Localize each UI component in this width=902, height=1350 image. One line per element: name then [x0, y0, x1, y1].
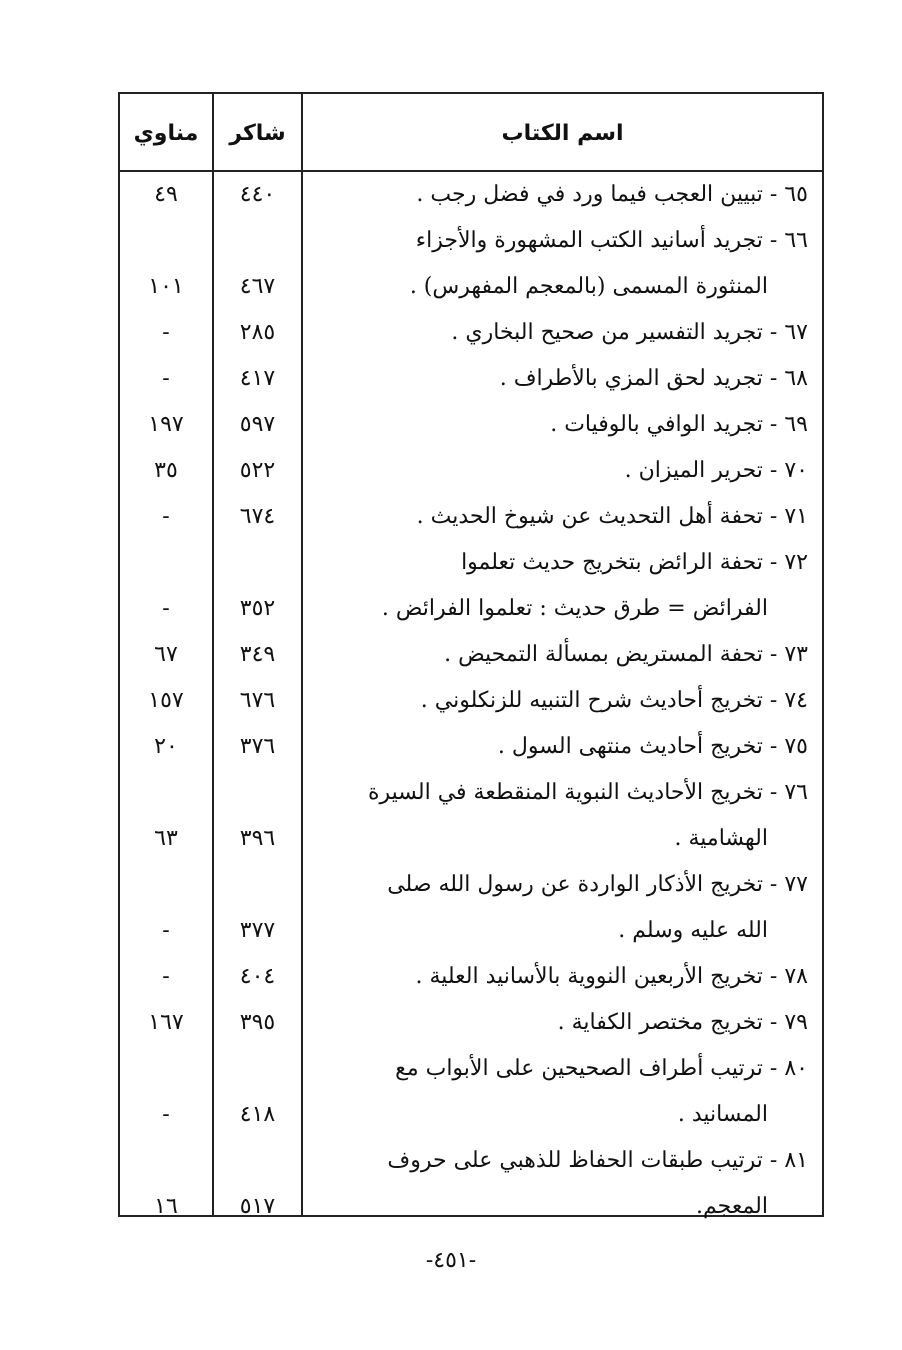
table-row [120, 494, 822, 540]
shakir-number: ٥٩٧ [239, 412, 276, 437]
shakir-number: ٤١٨ [239, 1102, 276, 1127]
header-manawi: مناوي [133, 121, 199, 146]
book-name-line: ٨٠ - ترتيب أطراف الصحيحين على الأبواب مع [395, 1056, 808, 1081]
manawi-number: ١٦ [154, 1194, 178, 1219]
table-row [120, 862, 822, 954]
manawi-number: ١٥٧ [148, 688, 184, 713]
shakir-number: ٣٩٦ [239, 826, 276, 851]
book-name-cell [314, 540, 822, 632]
book-name-line: ٧٨ - تخريج الأربعين النووية بالأسانيد العلية . [415, 964, 808, 989]
book-name-cell [314, 724, 822, 770]
book-name-line: ٦٥ - تبيين العجب فيما ورد في فضل رجب . [416, 182, 808, 207]
book-name-line: المعجم. [696, 1194, 768, 1219]
manawi-number: ٤٩ [154, 182, 178, 207]
book-name-cell [314, 218, 822, 310]
shakir-number: ٦٧٦ [239, 688, 276, 713]
table-row [120, 172, 822, 218]
table-row [120, 448, 822, 494]
manawi-number: ١٩٧ [148, 412, 184, 437]
table-header [120, 94, 822, 172]
book-name-line: ٧٢ - تحفة الرائض بتخريج حديث تعلموا [461, 550, 808, 575]
shakir-number: ٣٩٥ [239, 1010, 276, 1035]
book-name-line: الفرائض = طرق حديث : تعلموا الفرائض . [381, 596, 768, 621]
shakir-number: ٤٤٠ [239, 182, 276, 207]
book-name-line: ٦٦ - تجريد أسانيد الكتب المشهورة والأجزاء [415, 228, 808, 253]
shakir-number: ٢٨٥ [239, 320, 276, 345]
table-row [120, 1138, 822, 1230]
book-name-cell [314, 632, 822, 678]
manawi-number: ١٠١ [148, 274, 184, 299]
manawi-number: - [162, 918, 170, 943]
table-row [120, 954, 822, 1000]
manawi-number: - [162, 366, 170, 391]
book-name-line: ٨١ - ترتيب طبقات الحفاظ للذهبي على حروف [387, 1148, 808, 1173]
table-row [120, 1046, 822, 1138]
book-name-line: ٧٤ - تخريج أحاديث شرح التنبيه للزنكلوني . [420, 688, 808, 713]
shakir-number: ٣٥٢ [239, 596, 276, 621]
book-name-cell [314, 402, 822, 448]
manawi-number: ٢٠ [154, 734, 178, 759]
table-row [120, 310, 822, 356]
shakir-number: ٣٧٧ [239, 918, 276, 943]
table-row [120, 402, 822, 448]
book-name-line: الله عليه وسلم . [618, 918, 768, 943]
table-row [120, 356, 822, 402]
shakir-number: ٤٠٤ [239, 964, 276, 989]
page-number: -٤٥١- [425, 1248, 477, 1273]
book-name-cell [314, 1000, 822, 1046]
manawi-number: - [162, 504, 170, 529]
table-row [120, 678, 822, 724]
book-name-line: ٧٦ - تخريج الأحاديث النبوية المنقطعة في السيرة [367, 780, 808, 805]
book-name-line: ٧٣ - تحفة المستريض بمسألة التمحيض . [444, 642, 808, 667]
shakir-number: ٣٧٦ [239, 734, 276, 759]
book-name-line: ٧٧ - تخريج الأذكار الواردة عن رسول الله صلى [387, 872, 808, 897]
shakir-number: ٥١٧ [239, 1194, 276, 1219]
books-table [118, 92, 824, 1217]
table-body [120, 172, 822, 1219]
table-row [120, 724, 822, 770]
manawi-number: - [162, 596, 170, 621]
table-row [120, 632, 822, 678]
manawi-number: ٦٣ [154, 826, 178, 851]
manawi-number: ٦٧ [154, 642, 178, 667]
book-name-cell [314, 678, 822, 724]
book-name-line: ٧٩ - تخريج مختصر الكفاية . [557, 1010, 808, 1035]
header-book-name: اسم الكتاب [501, 121, 624, 146]
book-name-line: ٧٥ - تخريج أحاديث منتهى السول . [497, 734, 808, 759]
book-name-cell [314, 356, 822, 402]
book-name-cell [314, 172, 822, 218]
manawi-number: - [162, 964, 170, 989]
table-row [120, 218, 822, 310]
book-name-cell [314, 494, 822, 540]
manawi-number: ٣٥ [154, 458, 178, 483]
shakir-number: ٤١٧ [239, 366, 276, 391]
book-name-cell [314, 310, 822, 356]
book-name-line: ٧٠ - تحرير الميزان . [624, 458, 808, 483]
header-shakir: شاكر [229, 121, 286, 146]
shakir-number: ٤٦٧ [239, 274, 276, 299]
book-name-line: ٦٧ - تجريد التفسير من صحيح البخاري . [451, 320, 808, 345]
book-name-cell [314, 1138, 822, 1230]
table-row [120, 1000, 822, 1046]
book-name-line: المنثورة المسمى (بالمعجم المفهرس) . [409, 274, 768, 299]
table-row [120, 770, 822, 862]
book-name-cell [314, 862, 822, 954]
book-name-cell [314, 954, 822, 1000]
book-name-line: الهشامية . [674, 826, 768, 851]
book-name-line: المسانيد . [677, 1102, 768, 1127]
book-name-cell [314, 770, 822, 862]
manawi-number: - [162, 1102, 170, 1127]
book-name-line: ٦٨ - تجريد لحق المزي بالأطراف . [499, 366, 808, 391]
shakir-number: ٣٤٩ [239, 642, 276, 667]
book-name-line: ٧١ - تحفة أهل التحديث عن شيوخ الحديث . [416, 504, 808, 529]
table-row [120, 540, 822, 632]
shakir-number: ٦٧٤ [239, 504, 276, 529]
book-name-cell [314, 1046, 822, 1138]
shakir-number: ٥٢٢ [239, 458, 276, 483]
manawi-number: - [162, 320, 170, 345]
book-name-line: ٦٩ - تجريد الوافي بالوفيات . [550, 412, 808, 437]
manawi-number: ١٦٧ [148, 1010, 184, 1035]
book-name-cell [314, 448, 822, 494]
